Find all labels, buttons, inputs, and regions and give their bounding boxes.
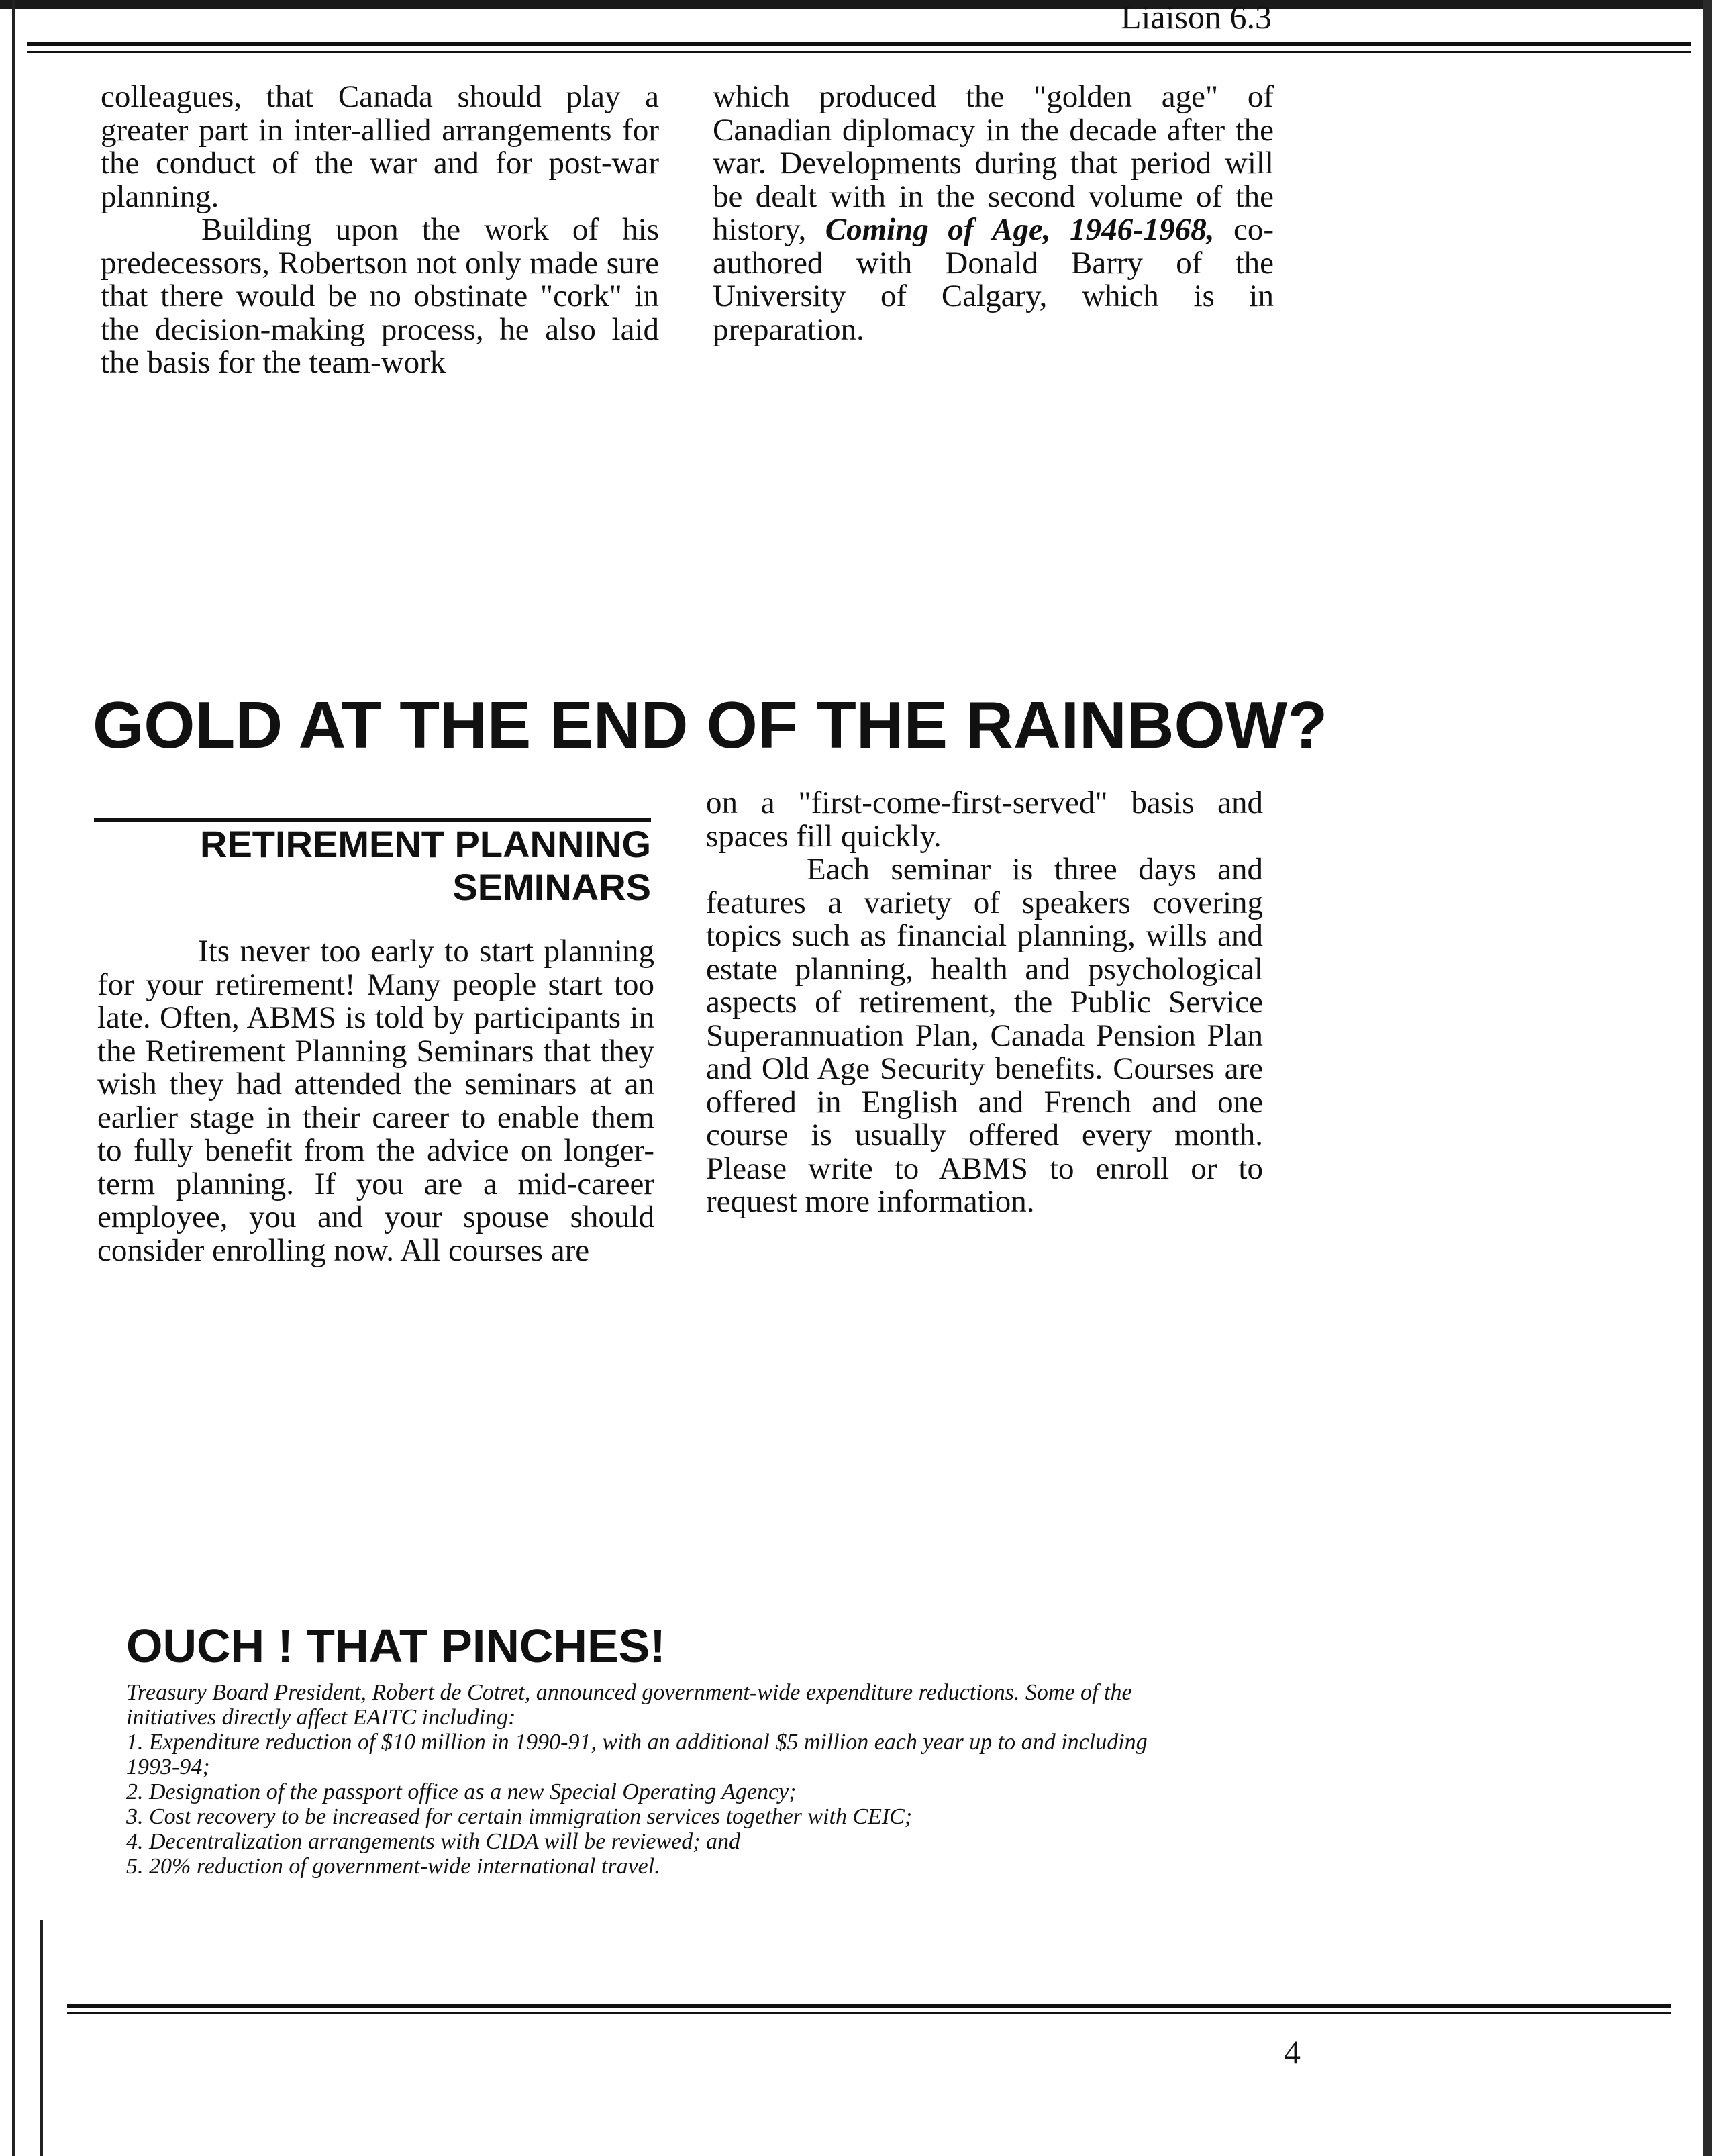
footer-rule-thin xyxy=(67,2012,1671,2014)
page-number: 4 xyxy=(1284,2033,1301,2071)
rainbow-headline: GOLD AT THE END OF THE RAINBOW? xyxy=(93,688,1328,762)
header-rule-thin xyxy=(27,51,1691,53)
pinches-intro-line-1: Treasury Board President, Robert de Cotret, announced government-wide expenditure reductions. Some of the xyxy=(126,1680,1132,1705)
subheadline-rule xyxy=(94,818,651,822)
continuation-paragraph-2: Building upon the work of his predecessors, Robertson not only made sure that there would be no obstinate "cork" in the decision-making process, he also laid the basis for the team-work xyxy=(101,212,659,380)
subheadline-line-2: SEMINARS xyxy=(452,866,651,908)
pinches-body xyxy=(126,1680,1280,1879)
left-margin-line xyxy=(12,0,15,2156)
scan-edge-right xyxy=(1703,0,1712,2156)
pinches-item: 1993-94; xyxy=(126,1755,210,1779)
scan-edge-top xyxy=(0,0,1712,9)
pinches-item: 2. Designation of the passport office as a new Special Operating Agency; xyxy=(126,1779,797,1804)
pinches-item: 4. Decentralization arrangements with CIDA will be reviewed; and xyxy=(126,1829,741,1854)
rainbow-paragraph-1: Its never too early to start planning for your retirement! Many people start too late. Often, ABMS is told by participants in the Retirement Planning Seminars that they wish they had attended the seminars at an earlier stage in their career to enable them to fully benefit from the advice on longer-term planning. If you are a mid-career employee, you and your spouse should consider enrolling now. All courses are xyxy=(97,934,654,1268)
running-head: Liaison 6.3 xyxy=(1121,0,1272,36)
continuation-left-column xyxy=(101,81,659,380)
paragraph-text: which produced the "golden age" of Canadian diplomacy in the decade after the war. Developments during that period will be dealt with in the second volume of the history, xyxy=(713,79,1274,247)
footer-rule-thick xyxy=(67,2004,1671,2008)
left-margin-line-lower xyxy=(40,1920,43,2156)
pinches-headline: OUCH ! THAT PINCHES! xyxy=(126,1620,666,1672)
subheadline-line-1: RETIREMENT PLANNING xyxy=(200,823,651,865)
rainbow-subheadline xyxy=(94,823,651,909)
book-title: Coming of Age, 1946-1968, xyxy=(825,212,1215,247)
rainbow-left-column xyxy=(97,935,654,1267)
paragraph-text: co-authored with Donald Barry of the University of Calgary, which is in preparation. xyxy=(713,212,1274,347)
continuation-paragraph-3 xyxy=(713,81,1274,346)
rainbow-paragraph-3: Each seminar is three days and features a variety of speakers covering topics such as financial planning, wills and estate planning, health and psychological aspects of retirement, the Public Service Superannuation Plan, Canada Pension Plan and Old Age Security benefits. Courses are offered in English and French and one course is usually offered every month. Please write to ABMS to enroll or to request more information. xyxy=(706,852,1263,1219)
rainbow-paragraph-2: on a "first-come-first-served" basis and spaces fill quickly. xyxy=(706,785,1263,854)
continuation-right-column xyxy=(713,81,1274,346)
continuation-paragraph-1: colleagues, that Canada should play a greater part in inter-allied arrangements for the conduct of the war and for post-war planning. xyxy=(101,79,659,214)
pinches-intro-line-2: initiatives directly affect EAITC including: xyxy=(126,1705,516,1730)
header-rule-thick xyxy=(27,42,1691,46)
rainbow-right-column xyxy=(706,787,1263,1219)
pinches-item: 1. Expenditure reduction of $10 million in 1990-91, with an additional $5 million each year up to and including xyxy=(126,1730,1148,1755)
pinches-item: 5. 20% reduction of government-wide international travel. xyxy=(126,1854,660,1879)
pinches-item: 3. Cost recovery to be increased for certain immigration services together with CEIC; xyxy=(126,1804,913,1829)
